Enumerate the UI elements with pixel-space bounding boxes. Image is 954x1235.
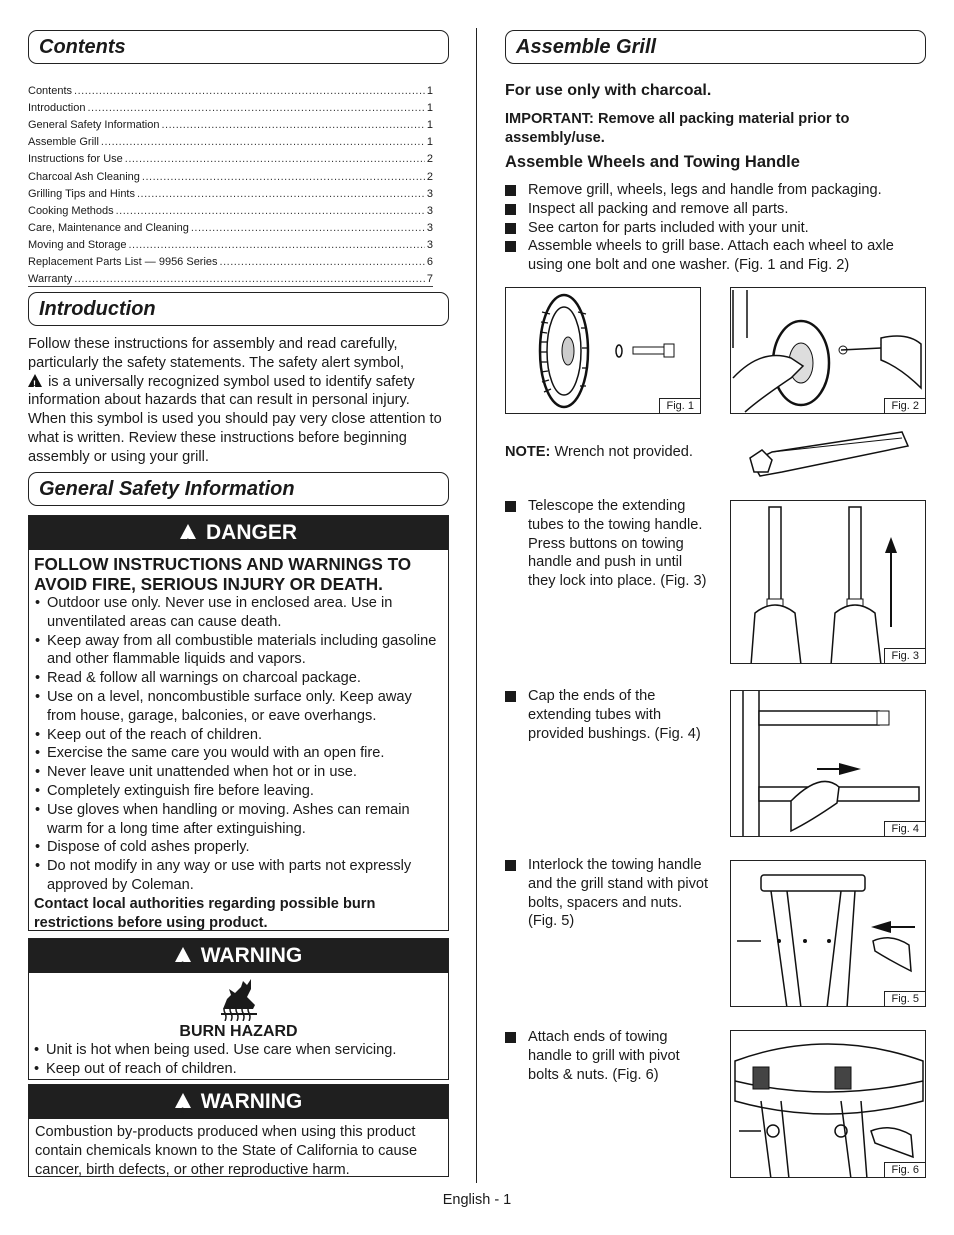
burn-hazard-title: BURN HAZARD [179, 1023, 298, 1040]
toc-item-title: Warranty [28, 273, 73, 286]
fig-5-label: Fig. 5 [884, 991, 926, 1007]
interlock-stand-illustration [731, 861, 926, 1007]
toc-item [28, 80, 433, 97]
toc-item-page: 1 [426, 102, 433, 115]
toc-item-title: Assemble Grill [28, 136, 99, 149]
wheel-step-item: Inspect all packing and remove all parts. [505, 200, 930, 219]
toc-item-title: Cooking Methods [28, 204, 114, 217]
danger-item: • Keep out of the reach of children. [47, 726, 444, 745]
assemble-heading: Assemble Grill [505, 30, 926, 64]
toc-item-page: 1 [426, 119, 433, 132]
introduction-text [28, 335, 450, 467]
warning-label-2: WARNING [200, 1090, 303, 1113]
toc-item-title: Charcoal Ash Cleaning [28, 170, 140, 183]
column-divider [476, 28, 477, 1183]
warning-box-burn [28, 938, 449, 1080]
toc-leader-dots [220, 256, 425, 268]
warning-item: • Unit is hot when being used. Use care when servicing. [46, 1041, 444, 1060]
toc-item-title: Care, Maintenance and Cleaning [28, 221, 189, 234]
warning-list-1 [29, 1041, 448, 1079]
danger-label: DANGER [205, 521, 297, 544]
toc-leader-dots [101, 136, 425, 148]
step-4-text: Cap the ends of the extending tubes with provided bushings. (Fig. 4) [505, 687, 710, 743]
toc-leader-dots [161, 119, 424, 131]
warning-item: • Keep out of reach of children. [46, 1060, 444, 1079]
introduction-heading: Introduction [28, 292, 449, 326]
toc-item-page: 2 [426, 153, 433, 166]
page-footer: English - 1 [442, 1192, 512, 1208]
intro-text-before: Follow these instructions for assembly and read carefully, particularly the safety statements. The safety alert symbol, [28, 336, 405, 371]
toc-item-title: Contents [28, 85, 73, 98]
danger-title: FOLLOW INSTRUCTIONS AND WARNINGS TO AVOID FIRE, SERIOUS INJURY OR DEATH. [34, 554, 412, 594]
toc-item-title: Replacement Parts List — 9956 Series [28, 256, 218, 269]
toc-item-page: 2 [426, 170, 433, 183]
toc-leader-dots [74, 273, 425, 285]
attach-handle-illustration [731, 1031, 926, 1178]
wheel-step-item: Remove grill, wheels, legs and handle from packaging. [505, 181, 930, 200]
burn-hazard-icon [29, 973, 448, 1023]
figure-1 [505, 287, 701, 414]
step-5-text: Interlock the towing handle and the grill stand with pivot bolts, spacers and nuts. (Fig. 5) [505, 856, 710, 931]
danger-header [29, 516, 448, 550]
step-6-text: Attach ends of towing handle to grill with pivot bolts & nuts. (Fig. 6) [505, 1028, 710, 1084]
wheel-step-item: Assemble wheels to grill base. Attach each wheel to axle using one bolt and one washer. (Fig. 1 and Fig. 2) [505, 237, 930, 275]
danger-item: • Never leave unit unattended when hot or in use. [47, 763, 444, 782]
fig-4-label: Fig. 4 [884, 821, 926, 837]
toc-item [28, 234, 433, 251]
figure-2 [730, 287, 926, 414]
wheel-attach-illustration [731, 288, 926, 414]
figure-5 [730, 860, 926, 1007]
toc-item-title: Moving and Storage [28, 238, 127, 251]
danger-item: • Outdoor use only. Never use in enclosed area. Use in unventilated areas can cause death. [47, 594, 444, 632]
danger-item: • Keep away from all combustible materials including gasoline and other flammable liquids and vapors. [47, 632, 444, 670]
danger-note: Contact local authorities regarding possible burn restrictions before using product. [34, 895, 376, 931]
toc-item-page: 3 [426, 221, 433, 234]
figure-4 [730, 690, 926, 837]
note-text: Wrench not provided. [554, 444, 693, 460]
intro-text-after: is a universally recognized symbol used to identify safety information about hazards that can result in personal injury. When this symbol is used you should pay very close attention to what is written. Review these instructions before beginning assembly or using your grill. [28, 373, 442, 465]
danger-item: • Use on a level, noncombustible surface only. Keep away from house, garage, balconies, or eave overhangs. [47, 688, 444, 726]
warning-label-1: WARNING [200, 944, 303, 967]
toc-leader-dots [74, 85, 425, 97]
toc-leader-dots [125, 153, 425, 165]
fig-3-label: Fig. 3 [884, 648, 926, 664]
toc-item [28, 200, 433, 217]
toc-item-page: 1 [426, 136, 433, 149]
toc-item-page: 3 [426, 187, 433, 200]
toc-item [28, 97, 433, 114]
toc-item-page: 3 [426, 204, 433, 217]
toc-item-title: Grilling Tips and Hints [28, 187, 135, 200]
toc-item-page: 3 [426, 238, 433, 251]
toc-leader-dots [116, 205, 425, 217]
danger-item: • Do not modify in any way or use with parts not expressly approved by Coleman. [47, 857, 444, 895]
safety-heading: General Safety Information [28, 472, 449, 506]
toc-item-title: Instructions for Use [28, 153, 123, 166]
toc-item [28, 165, 433, 182]
toc-item [28, 131, 433, 148]
figure-6 [730, 1030, 926, 1178]
fig-2-label: Fig. 2 [884, 398, 926, 414]
step-6-list [505, 1028, 710, 1084]
toc-item-page: 6 [426, 256, 433, 269]
danger-item: • Completely extinguish fire before leaving. [47, 782, 444, 801]
cap-tubes-illustration [731, 691, 926, 837]
danger-alert-icon [180, 524, 196, 539]
wrench-icon [742, 430, 912, 480]
danger-list [29, 594, 448, 895]
toc-item-page: 7 [426, 273, 433, 286]
wheel-bolt-illustration [506, 288, 701, 414]
warning-alert-icon-2 [175, 1093, 191, 1108]
toc-divider [28, 286, 433, 287]
california-warning-text: Combustion by-products produced when using this product contain chemicals known to the State of California to cause cancer, birth defects, or other reproductive harm. [35, 1124, 418, 1178]
warning-header-2 [29, 1085, 448, 1119]
note-label: NOTE: [505, 444, 551, 460]
danger-item: • Use gloves when handling or moving. Ashes can remain warm for a long time after extinguishing. [47, 801, 444, 839]
telescope-tubes-illustration [731, 501, 926, 664]
wheel-steps-list [505, 181, 930, 275]
danger-item: • Read & follow all warnings on charcoal package. [47, 669, 444, 688]
step-4-list [505, 687, 710, 743]
danger-item: • Exercise the same care you would with an open fire. [47, 744, 444, 763]
toc-leader-dots [137, 188, 425, 200]
contents-heading: Contents [28, 30, 449, 64]
step-3-list [505, 497, 710, 591]
table-of-contents [28, 80, 433, 285]
toc-item-page: 1 [426, 85, 433, 98]
step-5-list [505, 856, 710, 931]
toc-item [28, 251, 433, 268]
toc-leader-dots [87, 102, 424, 114]
toc-item [28, 217, 433, 234]
fig-6-label: Fig. 6 [884, 1162, 926, 1178]
warning-alert-icon-1 [175, 947, 191, 962]
wheel-step-item: See carton for parts included with your unit. [505, 219, 930, 238]
toc-item [28, 268, 433, 285]
toc-leader-dots [128, 239, 424, 251]
toc-leader-dots [191, 222, 425, 234]
wheels-heading: Assemble Wheels and Towing Handle [505, 153, 800, 171]
important-text: IMPORTANT: Remove all packing material prior to assembly/use. [505, 111, 850, 146]
toc-item-title: General Safety Information [28, 119, 160, 132]
toc-item [28, 183, 433, 200]
charcoal-only-text: For use only with charcoal. [505, 82, 712, 99]
fig-1-label: Fig. 1 [659, 398, 701, 414]
safety-alert-icon [28, 374, 42, 387]
figure-3 [730, 500, 926, 664]
danger-box [28, 515, 449, 931]
toc-leader-dots [142, 171, 425, 183]
warning-box-california [28, 1084, 449, 1177]
step-3-text: Telescope the extending tubes to the towing handle. Press buttons on towing handle and push in until they lock into place. (Fig. 3) [505, 497, 710, 591]
toc-item-title: Introduction [28, 102, 86, 115]
warning-header-1 [29, 939, 448, 973]
toc-item [28, 148, 433, 165]
danger-item: • Dispose of cold ashes properly. [47, 838, 444, 857]
toc-item [28, 114, 433, 131]
